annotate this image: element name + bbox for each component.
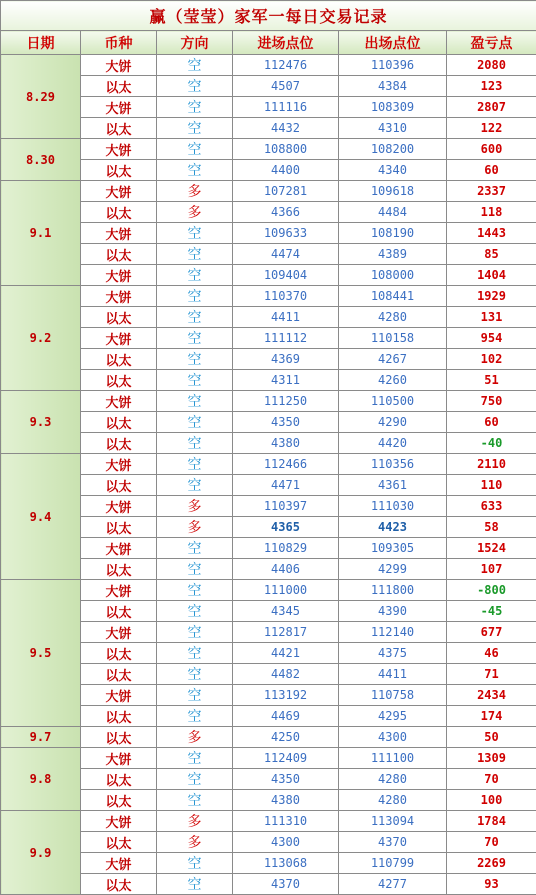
entry-price-cell: 4400: [233, 160, 339, 181]
entry-price-cell: 113068: [233, 853, 339, 874]
pnl-cell: 750: [447, 391, 536, 412]
table-row: [1, 580, 536, 601]
direction-cell: 空: [157, 706, 233, 727]
entry-price-cell: 4369: [233, 349, 339, 370]
direction-cell: 空: [157, 307, 233, 328]
coin-cell: 大饼: [81, 538, 157, 559]
entry-price-cell: 4421: [233, 643, 339, 664]
exit-price-cell: 4280: [339, 769, 447, 790]
direction-cell: 空: [157, 286, 233, 307]
table-row: [1, 139, 536, 160]
pnl-cell: 85: [447, 244, 536, 265]
coin-cell: 大饼: [81, 580, 157, 601]
exit-price-cell: 4340: [339, 160, 447, 181]
exit-price-cell: 4361: [339, 475, 447, 496]
coin-cell: 大饼: [81, 685, 157, 706]
pnl-cell: 122: [447, 118, 536, 139]
pnl-cell: 58: [447, 517, 536, 538]
exit-price-cell: 113094: [339, 811, 447, 832]
direction-cell: 空: [157, 769, 233, 790]
pnl-cell: 954: [447, 328, 536, 349]
exit-price-cell: 4423: [339, 517, 447, 538]
direction-cell: 多: [157, 496, 233, 517]
direction-cell: 空: [157, 454, 233, 475]
direction-cell: 空: [157, 790, 233, 811]
direction-cell: 多: [157, 517, 233, 538]
pnl-cell: 2080: [447, 55, 536, 76]
pnl-cell: 2434: [447, 685, 536, 706]
pnl-cell: 1309: [447, 748, 536, 769]
table-row: [1, 727, 536, 748]
coin-cell: 以太: [81, 874, 157, 895]
entry-price-cell: 109404: [233, 265, 339, 286]
entry-price-cell: 4350: [233, 412, 339, 433]
coin-cell: 大饼: [81, 811, 157, 832]
coin-cell: 以太: [81, 517, 157, 538]
pnl-cell: 1929: [447, 286, 536, 307]
coin-cell: 以太: [81, 664, 157, 685]
entry-price-cell: 111310: [233, 811, 339, 832]
table-row: [1, 223, 536, 244]
entry-price-cell: 112466: [233, 454, 339, 475]
coin-cell: 以太: [81, 202, 157, 223]
exit-price-cell: 110396: [339, 55, 447, 76]
pnl-cell: 50: [447, 727, 536, 748]
direction-cell: 空: [157, 475, 233, 496]
exit-price-cell: 4375: [339, 643, 447, 664]
exit-price-cell: 108309: [339, 97, 447, 118]
direction-cell: 空: [157, 664, 233, 685]
coin-cell: 以太: [81, 433, 157, 454]
direction-cell: 空: [157, 55, 233, 76]
coin-cell: 大饼: [81, 223, 157, 244]
pnl-cell: -45: [447, 601, 536, 622]
pnl-cell: 600: [447, 139, 536, 160]
table-row: [1, 748, 536, 769]
coin-cell: 大饼: [81, 181, 157, 202]
date-cell: 9.1: [1, 181, 81, 286]
direction-cell: 多: [157, 727, 233, 748]
entry-price-cell: 107281: [233, 181, 339, 202]
table-row: [1, 790, 536, 811]
pnl-cell: -40: [447, 433, 536, 454]
entry-price-cell: 4411: [233, 307, 339, 328]
header-exit: 出场点位: [339, 31, 447, 55]
table-row: [1, 832, 536, 853]
entry-price-cell: 4380: [233, 433, 339, 454]
pnl-cell: 123: [447, 76, 536, 97]
table-row: [1, 475, 536, 496]
exit-price-cell: 4370: [339, 832, 447, 853]
pnl-cell: 70: [447, 832, 536, 853]
direction-cell: 空: [157, 97, 233, 118]
table-row: [1, 181, 536, 202]
table-row: [1, 370, 536, 391]
table-row: [1, 454, 536, 475]
entry-price-cell: 4380: [233, 790, 339, 811]
table-row: [1, 601, 536, 622]
pnl-cell: 110: [447, 475, 536, 496]
table-row: [1, 76, 536, 97]
coin-cell: 大饼: [81, 391, 157, 412]
header-direction: 方向: [157, 31, 233, 55]
exit-price-cell: 110500: [339, 391, 447, 412]
coin-cell: 以太: [81, 76, 157, 97]
pnl-cell: 2337: [447, 181, 536, 202]
entry-price-cell: 4471: [233, 475, 339, 496]
pnl-cell: 46: [447, 643, 536, 664]
coin-cell: 以太: [81, 769, 157, 790]
table-row: [1, 769, 536, 790]
coin-cell: 大饼: [81, 853, 157, 874]
entry-price-cell: 108800: [233, 139, 339, 160]
table-row: [1, 559, 536, 580]
coin-cell: 以太: [81, 643, 157, 664]
header-pnl: 盈亏点: [447, 31, 536, 55]
coin-cell: 以太: [81, 559, 157, 580]
entry-price-cell: 4250: [233, 727, 339, 748]
header-entry: 进场点位: [233, 31, 339, 55]
pnl-cell: 1404: [447, 265, 536, 286]
date-cell: 8.30: [1, 139, 81, 181]
table-row: [1, 643, 536, 664]
table-row: [1, 853, 536, 874]
direction-cell: 空: [157, 265, 233, 286]
entry-price-cell: 4406: [233, 559, 339, 580]
coin-cell: 大饼: [81, 265, 157, 286]
direction-cell: 空: [157, 685, 233, 706]
coin-cell: 大饼: [81, 496, 157, 517]
pnl-cell: 633: [447, 496, 536, 517]
direction-cell: 空: [157, 559, 233, 580]
entry-price-cell: 112476: [233, 55, 339, 76]
exit-price-cell: 108000: [339, 265, 447, 286]
exit-price-cell: 4420: [339, 433, 447, 454]
exit-price-cell: 111800: [339, 580, 447, 601]
coin-cell: 以太: [81, 832, 157, 853]
pnl-cell: 1784: [447, 811, 536, 832]
entry-price-cell: 4345: [233, 601, 339, 622]
coin-cell: 以太: [81, 160, 157, 181]
direction-cell: 空: [157, 601, 233, 622]
entry-price-cell: 113192: [233, 685, 339, 706]
entry-price-cell: 4432: [233, 118, 339, 139]
table-row: [1, 496, 536, 517]
exit-price-cell: 4280: [339, 790, 447, 811]
table-row: [1, 286, 536, 307]
pnl-cell: 107: [447, 559, 536, 580]
direction-cell: 空: [157, 748, 233, 769]
entry-price-cell: 111000: [233, 580, 339, 601]
pnl-cell: 2807: [447, 97, 536, 118]
coin-cell: 以太: [81, 307, 157, 328]
exit-price-cell: 110799: [339, 853, 447, 874]
header-row: [1, 31, 536, 55]
exit-price-cell: 4260: [339, 370, 447, 391]
coin-cell: 以太: [81, 349, 157, 370]
exit-price-cell: 4290: [339, 412, 447, 433]
table-row: [1, 160, 536, 181]
entry-price-cell: 112817: [233, 622, 339, 643]
exit-price-cell: 108190: [339, 223, 447, 244]
entry-price-cell: 4474: [233, 244, 339, 265]
direction-cell: 空: [157, 391, 233, 412]
table-row: [1, 307, 536, 328]
exit-price-cell: 108441: [339, 286, 447, 307]
coin-cell: 以太: [81, 475, 157, 496]
exit-price-cell: 4389: [339, 244, 447, 265]
exit-price-cell: 108200: [339, 139, 447, 160]
exit-price-cell: 112140: [339, 622, 447, 643]
exit-price-cell: 4277: [339, 874, 447, 895]
date-cell: 9.3: [1, 391, 81, 454]
table-row: [1, 202, 536, 223]
exit-price-cell: 109305: [339, 538, 447, 559]
pnl-cell: 2269: [447, 853, 536, 874]
entry-price-cell: 112409: [233, 748, 339, 769]
coin-cell: 大饼: [81, 286, 157, 307]
direction-cell: 空: [157, 118, 233, 139]
title-row: [1, 1, 536, 31]
direction-cell: 空: [157, 223, 233, 244]
pnl-cell: 93: [447, 874, 536, 895]
table-row: [1, 622, 536, 643]
direction-cell: 空: [157, 622, 233, 643]
direction-cell: 空: [157, 349, 233, 370]
direction-cell: 空: [157, 538, 233, 559]
direction-cell: 多: [157, 181, 233, 202]
pnl-cell: 1443: [447, 223, 536, 244]
pnl-cell: 131: [447, 307, 536, 328]
table-row: [1, 706, 536, 727]
exit-price-cell: 109618: [339, 181, 447, 202]
direction-cell: 多: [157, 832, 233, 853]
entry-price-cell: 110397: [233, 496, 339, 517]
table-row: [1, 685, 536, 706]
table-row: [1, 118, 536, 139]
exit-price-cell: 4411: [339, 664, 447, 685]
pnl-cell: -800: [447, 580, 536, 601]
direction-cell: 多: [157, 811, 233, 832]
coin-cell: 以太: [81, 790, 157, 811]
entry-price-cell: 4366: [233, 202, 339, 223]
entry-price-cell: 4507: [233, 76, 339, 97]
entry-price-cell: 4311: [233, 370, 339, 391]
table-row: [1, 538, 536, 559]
coin-cell: 大饼: [81, 454, 157, 475]
entry-price-cell: 4370: [233, 874, 339, 895]
coin-cell: 以太: [81, 118, 157, 139]
exit-price-cell: 4300: [339, 727, 447, 748]
sheet-title: 赢（莹莹）家军一每日交易记录: [1, 1, 536, 31]
pnl-cell: 60: [447, 412, 536, 433]
date-cell: 9.5: [1, 580, 81, 727]
pnl-cell: 677: [447, 622, 536, 643]
entry-price-cell: 111112: [233, 328, 339, 349]
exit-price-cell: 110158: [339, 328, 447, 349]
header-coin: 币种: [81, 31, 157, 55]
pnl-cell: 2110: [447, 454, 536, 475]
coin-cell: 以太: [81, 370, 157, 391]
date-cell: 9.4: [1, 454, 81, 580]
table-row: [1, 412, 536, 433]
table-row: [1, 349, 536, 370]
exit-price-cell: 4267: [339, 349, 447, 370]
pnl-cell: 70: [447, 769, 536, 790]
direction-cell: 空: [157, 160, 233, 181]
pnl-cell: 102: [447, 349, 536, 370]
date-cell: 9.9: [1, 811, 81, 895]
pnl-cell: 60: [447, 160, 536, 181]
direction-cell: 空: [157, 139, 233, 160]
direction-cell: 空: [157, 370, 233, 391]
pnl-cell: 1524: [447, 538, 536, 559]
coin-cell: 大饼: [81, 97, 157, 118]
entry-price-cell: 4482: [233, 664, 339, 685]
date-cell: 9.2: [1, 286, 81, 391]
direction-cell: 空: [157, 874, 233, 895]
table-row: [1, 244, 536, 265]
coin-cell: 以太: [81, 244, 157, 265]
coin-cell: 大饼: [81, 55, 157, 76]
exit-price-cell: 4310: [339, 118, 447, 139]
table-row: [1, 328, 536, 349]
coin-cell: 大饼: [81, 748, 157, 769]
coin-cell: 以太: [81, 601, 157, 622]
direction-cell: 空: [157, 244, 233, 265]
direction-cell: 多: [157, 202, 233, 223]
exit-price-cell: 110758: [339, 685, 447, 706]
entry-price-cell: 111116: [233, 97, 339, 118]
direction-cell: 空: [157, 412, 233, 433]
direction-cell: 空: [157, 433, 233, 454]
date-cell: 8.29: [1, 55, 81, 139]
entry-price-cell: 111250: [233, 391, 339, 412]
exit-price-cell: 4390: [339, 601, 447, 622]
exit-price-cell: 111030: [339, 496, 447, 517]
exit-price-cell: 4295: [339, 706, 447, 727]
entry-price-cell: 4350: [233, 769, 339, 790]
table-row: [1, 811, 536, 832]
entry-price-cell: 4469: [233, 706, 339, 727]
pnl-cell: 118: [447, 202, 536, 223]
direction-cell: 空: [157, 580, 233, 601]
exit-price-cell: 4484: [339, 202, 447, 223]
entry-price-cell: 4300: [233, 832, 339, 853]
table-row: [1, 97, 536, 118]
direction-cell: 空: [157, 643, 233, 664]
table-row: [1, 874, 536, 895]
table-row: [1, 517, 536, 538]
coin-cell: 以太: [81, 412, 157, 433]
coin-cell: 大饼: [81, 328, 157, 349]
entry-price-cell: 109633: [233, 223, 339, 244]
entry-price-cell: 110370: [233, 286, 339, 307]
table-row: [1, 55, 536, 76]
entry-price-cell: 110829: [233, 538, 339, 559]
coin-cell: 以太: [81, 727, 157, 748]
pnl-cell: 100: [447, 790, 536, 811]
pnl-cell: 51: [447, 370, 536, 391]
coin-cell: 大饼: [81, 139, 157, 160]
exit-price-cell: 111100: [339, 748, 447, 769]
date-cell: 9.7: [1, 727, 81, 748]
table-row: [1, 664, 536, 685]
header-date: 日期: [1, 31, 81, 55]
exit-price-cell: 4299: [339, 559, 447, 580]
table-row: [1, 433, 536, 454]
exit-price-cell: 110356: [339, 454, 447, 475]
coin-cell: 大饼: [81, 622, 157, 643]
coin-cell: 以太: [81, 706, 157, 727]
exit-price-cell: 4384: [339, 76, 447, 97]
direction-cell: 空: [157, 328, 233, 349]
pnl-cell: 71: [447, 664, 536, 685]
direction-cell: 空: [157, 76, 233, 97]
date-cell: 9.8: [1, 748, 81, 811]
pnl-cell: 174: [447, 706, 536, 727]
direction-cell: 空: [157, 853, 233, 874]
trade-rows: [1, 55, 536, 895]
table-row: [1, 391, 536, 412]
table-row: [1, 265, 536, 286]
exit-price-cell: 4280: [339, 307, 447, 328]
entry-price-cell: 4365: [233, 517, 339, 538]
